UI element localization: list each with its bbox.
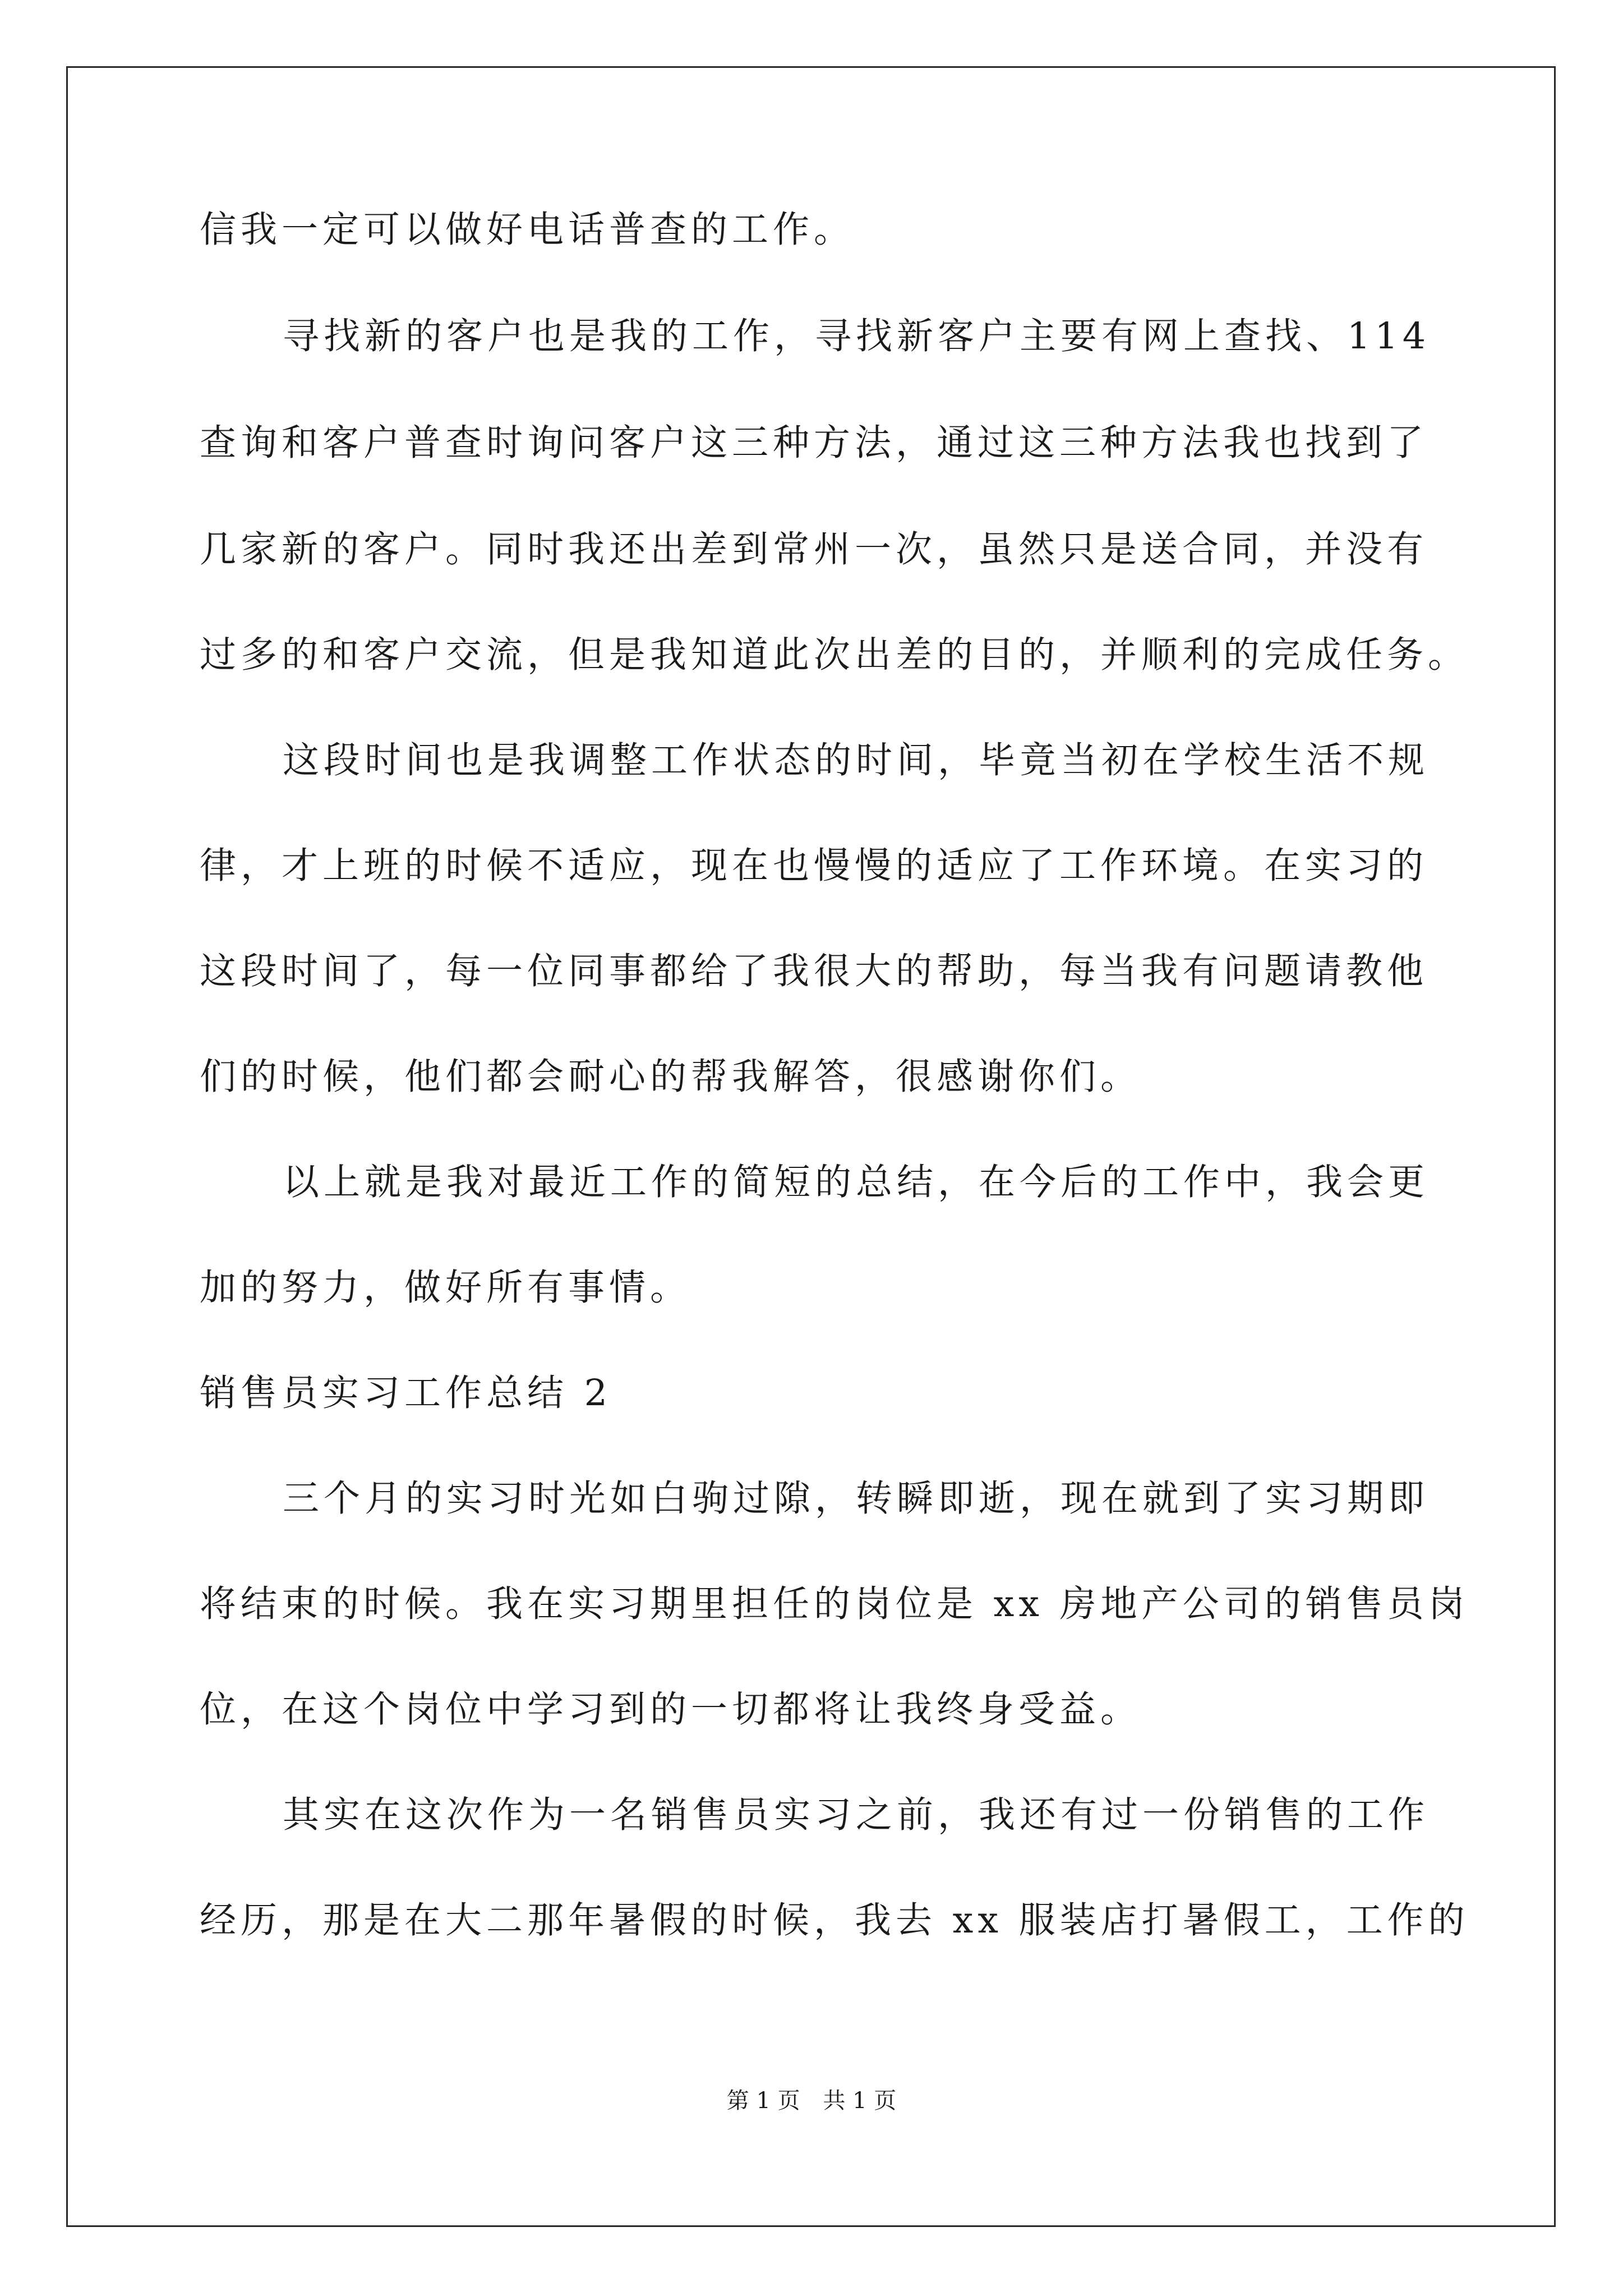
text-line: 信我一定可以做好电话普查的工作。 (200, 209, 855, 251)
page-footer (0, 2087, 1623, 2115)
paragraph-start-line: 其实在这次作为一名销售员实习之前，我还有过一份销售的工作 (283, 1794, 1430, 1836)
text-line: 经历，那是在大二那年暑假的时候，我去 xx 服装店打暑假工，工作的 (200, 1899, 1469, 1941)
page-total: 共 1 页 (823, 2088, 897, 2114)
text-line: 将结束的时候。我在实习期里担任的岗位是 xx 房地产公司的销售员岗 (200, 1583, 1469, 1625)
paragraph-start-line: 三个月的实习时光如白驹过隙，转瞬即逝，现在就到了实习期即 (283, 1478, 1430, 1520)
text-line: 位，在这个岗位中学习到的一切都将让我终身受益。 (200, 1688, 1142, 1731)
section-heading: 销售员实习工作总结 2 (200, 1372, 612, 1414)
text-line: 律，才上班的时候不适应，现在也慢慢的适应了工作环境。在实习的 (200, 845, 1428, 887)
text-line: 过多的和客户交流，但是我知道此次出差的目的，并顺利的完成任务。 (200, 634, 1469, 676)
text-line: 这段时间了，每一位同事都给了我很大的帮助，每当我有问题请教他 (200, 950, 1428, 992)
page-number: 第 1 页 (726, 2088, 800, 2114)
paragraph-start-line: 这段时间也是我调整工作状态的时间，毕竟当初在学校生活不规 (283, 739, 1430, 781)
text-line: 查询和客户普查时询问客户这三种方法，通过这三种方法我也找到了 (200, 422, 1428, 464)
text-line: 加的努力，做好所有事情。 (200, 1267, 691, 1309)
text-line: 几家新的客户。同时我还出差到常州一次，虽然只是送合同，并没有 (200, 528, 1428, 570)
text-line: 们的时候，他们都会耐心的帮我解答，很感谢你们。 (200, 1056, 1142, 1098)
paragraph-start-line: 寻找新的客户也是我的工作，寻找新客户主要有网上查找、114 (283, 315, 1431, 357)
paragraph-start-line: 以上就是我对最近工作的简短的总结，在今后的工作中，我会更 (283, 1161, 1430, 1203)
